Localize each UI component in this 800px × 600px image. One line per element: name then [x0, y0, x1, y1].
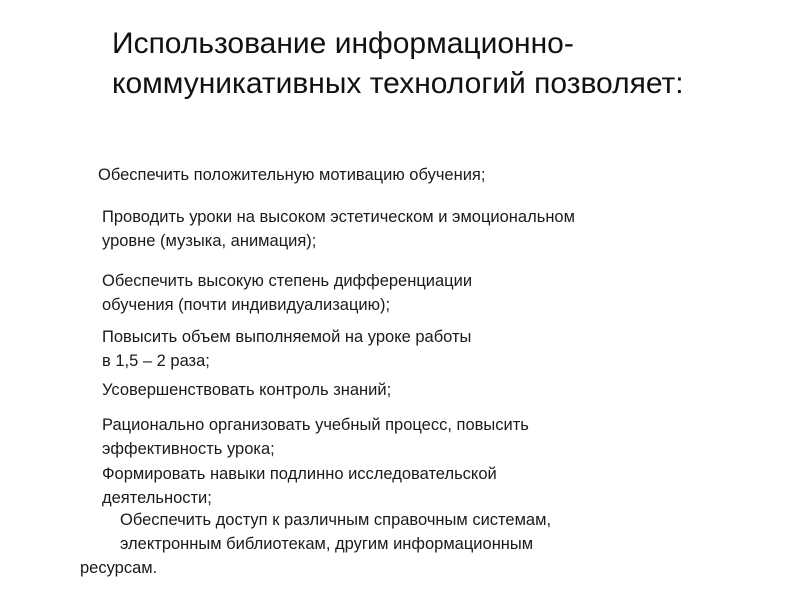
list-item-line: уровне (музыка, анимация);	[102, 232, 317, 250]
list-item	[102, 325, 471, 373]
list-item-line: Усовершенствовать контроль знаний;	[102, 381, 392, 399]
list-item-line: Повысить объем выполняемой на уроке работы	[102, 328, 472, 346]
list-item	[120, 508, 551, 556]
list-item-line: эффективность урока;	[102, 440, 275, 458]
list-item	[102, 205, 575, 253]
list-item-line: Обеспечить положительную мотивацию обучения;	[98, 166, 486, 184]
list-item	[102, 269, 472, 317]
list-item-line: Обеспечить доступ к различным справочным системам,	[120, 511, 552, 529]
list-item	[102, 413, 529, 461]
list-item-line: Формировать навыки подлинно исследовательской	[102, 465, 497, 483]
list-item-line: деятельности;	[102, 489, 212, 507]
list-item-continuation	[80, 556, 157, 580]
title-line: Использование информационно-	[112, 27, 574, 60]
list-item-line: Проводить уроки на высоком эстетическом и эмоциональном	[102, 208, 575, 226]
list-item-line: ресурсам.	[80, 559, 158, 577]
list-item-line: в 1,5 – 2 раза;	[102, 352, 210, 370]
slide-title	[112, 24, 772, 104]
list-item	[102, 462, 497, 510]
list-item-line: Обеспечить высокую степень дифференциации	[102, 272, 473, 290]
list-item-line: Рационально организовать учебный процесс, повысить	[102, 416, 529, 434]
list-item-line: обучения (почти индивидуализацию);	[102, 296, 391, 314]
list-item	[98, 163, 485, 187]
list-item-line: электронным библиотекам, другим информационным	[120, 535, 534, 553]
title-line: коммуникативных технологий позволяет:	[112, 67, 684, 100]
list-item	[102, 378, 391, 402]
